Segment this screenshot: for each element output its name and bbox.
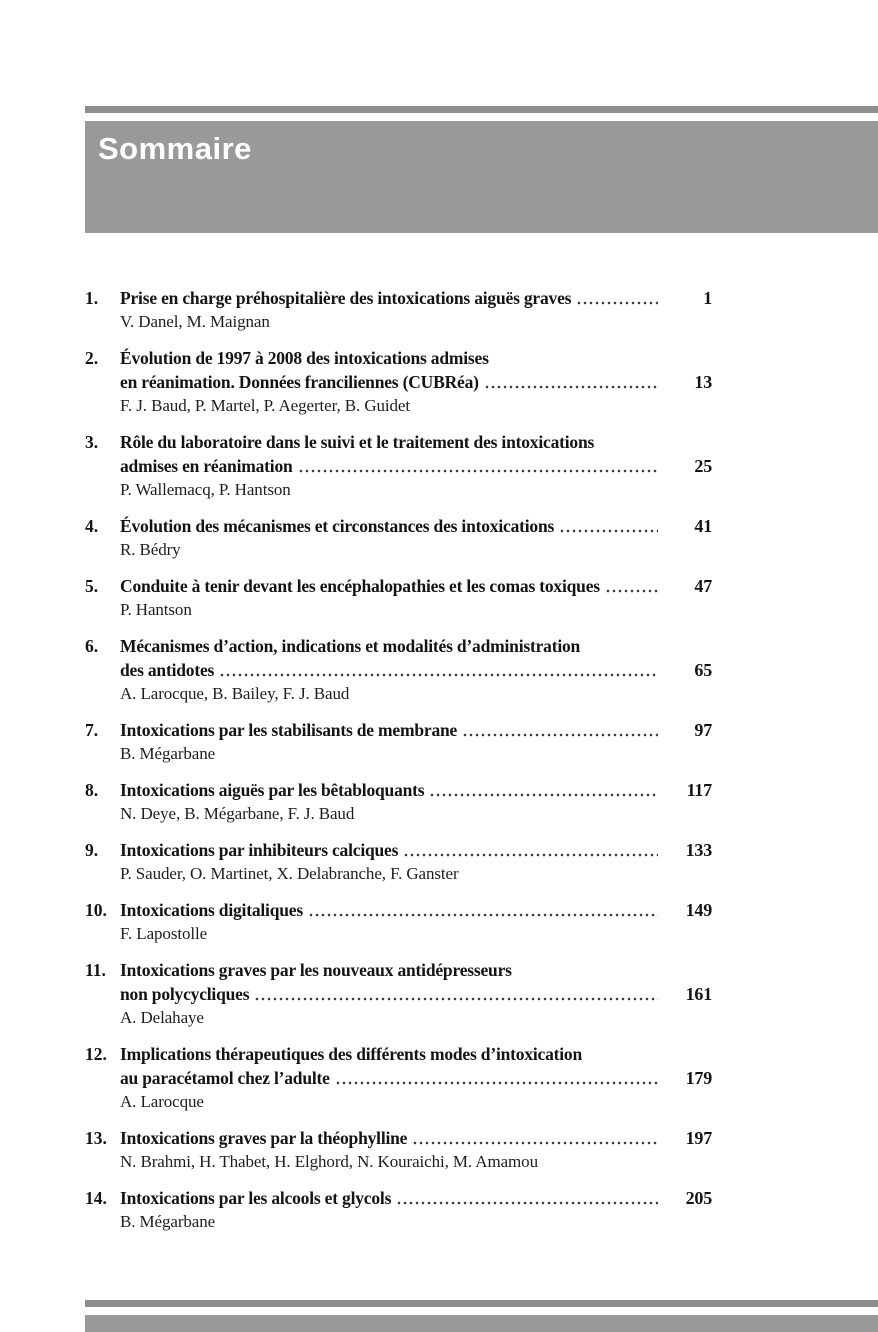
toc-title-line: [120, 370, 712, 394]
toc-title-line: [120, 1066, 712, 1090]
toc-page-number: 25: [694, 456, 712, 476]
toc-entry-authors: F. Lapostolle: [120, 924, 208, 943]
toc-entry-title: [120, 1186, 712, 1210]
dotted-leader: [219, 658, 658, 682]
toc-entry-body: [120, 838, 712, 886]
toc-title-text: au paracétamol chez l’adulte: [120, 1068, 330, 1088]
toc-title-line: [120, 658, 712, 682]
toc-title-line: [120, 1126, 712, 1150]
toc-title-text: admises en réanimation: [120, 456, 293, 476]
toc-entry-authors: V. Danel, M. Maignan: [120, 312, 270, 331]
toc-entry-title: [120, 1042, 712, 1090]
toc-entry-title: [120, 1126, 712, 1150]
toc-entry-number: 11.: [85, 960, 106, 980]
toc-page-number: 47: [694, 576, 712, 596]
toc-entry-title: [120, 286, 712, 310]
toc-entry: [85, 634, 712, 706]
toc-title-text: non polycycliques: [120, 984, 250, 1004]
toc-entry: [85, 514, 712, 562]
toc-title-line: [120, 574, 712, 598]
toc-entry-number: 8.: [85, 780, 99, 800]
toc-entry-body: [120, 1126, 712, 1174]
header-band: [85, 121, 878, 233]
toc-title-text: en réanimation. Données franciliennes (CUBRéa): [120, 372, 479, 392]
dotted-leader: [335, 1066, 658, 1090]
toc-entry-body: [120, 430, 712, 502]
toc-title-text: Intoxications aiguës par les bêtabloquants: [120, 780, 425, 800]
toc-title-text: Intoxications par inhibiteurs calciques: [120, 840, 399, 860]
toc-entry: [85, 286, 712, 334]
toc-page-number: 13: [694, 372, 712, 392]
toc-entry-number: 14.: [85, 1188, 107, 1208]
toc-entry-title: [120, 514, 712, 538]
dotted-leader: [308, 898, 658, 922]
toc-title-line: Rôle du laboratoire dans le suivi et le traitement des intoxications: [120, 432, 595, 452]
toc-entry: [85, 346, 712, 418]
toc-entry-authors: B. Mégarbane: [120, 1212, 216, 1231]
toc-entry: [85, 430, 712, 502]
toc-entry-authors: P. Hantson: [120, 600, 192, 619]
toc-title-line: Évolution de 1997 à 2008 des intoxications admises: [120, 348, 489, 368]
toc-entry-title: [120, 838, 712, 862]
toc-entry-number: 6.: [85, 636, 99, 656]
toc-entry-authors: R. Bédry: [120, 540, 181, 559]
toc-entry-title: [120, 778, 712, 802]
toc-entry-title: [120, 898, 712, 922]
toc-entry-number: 2.: [85, 348, 99, 368]
toc-title-text: Prise en charge préhospitalière des intoxications aiguës graves: [120, 288, 572, 308]
toc-entry-body: [120, 574, 712, 622]
toc-entry-body: [120, 1042, 712, 1114]
toc-page-number: 179: [685, 1068, 712, 1088]
toc-title-text: Intoxications digitaliques: [120, 900, 303, 920]
toc-title-text: des antidotes: [120, 660, 215, 680]
toc-page-number: 97: [694, 720, 712, 740]
toc-title-line: [120, 982, 712, 1006]
toc-title-line: [120, 838, 712, 862]
toc-title-text: Intoxications par les alcools et glycols: [120, 1188, 392, 1208]
toc-page-number: 197: [685, 1128, 712, 1148]
toc-entry-number: 9.: [85, 840, 99, 860]
toc-entry-authors: A. Delahaye: [120, 1008, 204, 1027]
toc-entry-body: [120, 958, 712, 1030]
dotted-leader: [412, 1126, 658, 1150]
toc-entry: [85, 958, 712, 1030]
toc-entry-number: 1.: [85, 288, 99, 308]
toc-title-line: [120, 454, 712, 478]
toc-title-line: Intoxications graves par les nouveaux antidépresseurs: [120, 960, 512, 980]
toc-entry-body: [120, 778, 712, 826]
toc-entry-number: 12.: [85, 1044, 107, 1064]
dotted-leader: [559, 514, 658, 538]
toc-title-line: Implications thérapeutiques des différents modes d’intoxication: [120, 1044, 583, 1064]
toc-title-line: [120, 778, 712, 802]
dotted-leader: [576, 286, 658, 310]
toc-entry-title: [120, 346, 712, 394]
toc-entry: [85, 778, 712, 826]
toc-entry-authors: P. Sauder, O. Martinet, X. Delabranche, F. Ganster: [120, 864, 459, 883]
toc-entry: [85, 1186, 712, 1234]
dotted-leader: [396, 1186, 658, 1210]
toc-entry: [85, 838, 712, 886]
toc-page-number: 161: [685, 984, 712, 1004]
toc-page-number: 41: [694, 516, 712, 536]
toc-title-text: Conduite à tenir devant les encéphalopathies et les comas toxiques: [120, 576, 600, 596]
toc-entry-title: [120, 430, 712, 478]
toc-entry: [85, 1126, 712, 1174]
toc-entry-title: [120, 958, 712, 1006]
toc-entry: [85, 574, 712, 622]
toc-entry-title: [120, 634, 712, 682]
footer-band: [85, 1315, 878, 1332]
toc-entry-number: 4.: [85, 516, 99, 536]
dotted-leader: [429, 778, 658, 802]
toc-entry-title: [120, 718, 712, 742]
toc-entry-authors: F. J. Baud, P. Martel, P. Aegerter, B. Guidet: [120, 396, 410, 415]
toc-title-text: Intoxications par les stabilisants de membrane: [120, 720, 458, 740]
toc-title-line: [120, 286, 712, 310]
toc-entry-authors: A. Larocque, B. Bailey, F. J. Baud: [120, 684, 350, 703]
toc-entry-number: 13.: [85, 1128, 107, 1148]
dotted-leader: [298, 454, 658, 478]
toc-title-text: Évolution des mécanismes et circonstances des intoxications: [120, 516, 555, 536]
toc-entry-number: 3.: [85, 432, 99, 452]
toc-entry-title: [120, 574, 712, 598]
toc-entry-authors: P. Wallemacq, P. Hantson: [120, 480, 291, 499]
toc-page-number: 65: [694, 660, 712, 680]
toc-entry-body: [120, 514, 712, 562]
dotted-leader: [462, 718, 658, 742]
table-of-contents: [85, 286, 712, 1246]
toc-entry-body: [120, 898, 712, 946]
toc-page-number: 117: [686, 780, 712, 800]
toc-page-number: 149: [685, 900, 712, 920]
header-rule: [85, 106, 878, 113]
footer-rule: [85, 1300, 878, 1307]
toc-entry-body: [120, 634, 712, 706]
toc-page-number: 133: [685, 840, 712, 860]
toc-title-line: [120, 1186, 712, 1210]
toc-title-line: Mécanismes d’action, indications et modalités d’administration: [120, 636, 581, 656]
toc-entry: [85, 718, 712, 766]
toc-entry: [85, 1042, 712, 1114]
toc-title-line: [120, 718, 712, 742]
toc-entry-authors: A. Larocque: [120, 1092, 204, 1111]
dotted-leader: [605, 574, 658, 598]
toc-entry-body: [120, 346, 712, 418]
dotted-leader: [484, 370, 658, 394]
toc-title-line: [120, 898, 712, 922]
toc-entry-body: [120, 286, 712, 334]
toc-entry: [85, 898, 712, 946]
toc-title-line: [120, 514, 712, 538]
page-title: Sommaire: [98, 131, 252, 166]
toc-entry-body: [120, 1186, 712, 1234]
toc-entry-number: 7.: [85, 720, 99, 740]
toc-title-text: Intoxications graves par la théophylline: [120, 1128, 408, 1148]
toc-entry-authors: N. Brahmi, H. Thabet, H. Elghord, N. Kouraichi, M. Amamou: [120, 1152, 538, 1171]
dotted-leader: [403, 838, 658, 862]
dotted-leader: [254, 982, 658, 1006]
toc-page-number: 205: [685, 1188, 712, 1208]
toc-entry-authors: B. Mégarbane: [120, 744, 216, 763]
toc-entry-number: 10.: [85, 900, 107, 920]
toc-page-number: 1: [703, 288, 712, 308]
toc-entry-number: 5.: [85, 576, 99, 596]
toc-entry-authors: N. Deye, B. Mégarbane, F. J. Baud: [120, 804, 355, 823]
toc-entry-body: [120, 718, 712, 766]
